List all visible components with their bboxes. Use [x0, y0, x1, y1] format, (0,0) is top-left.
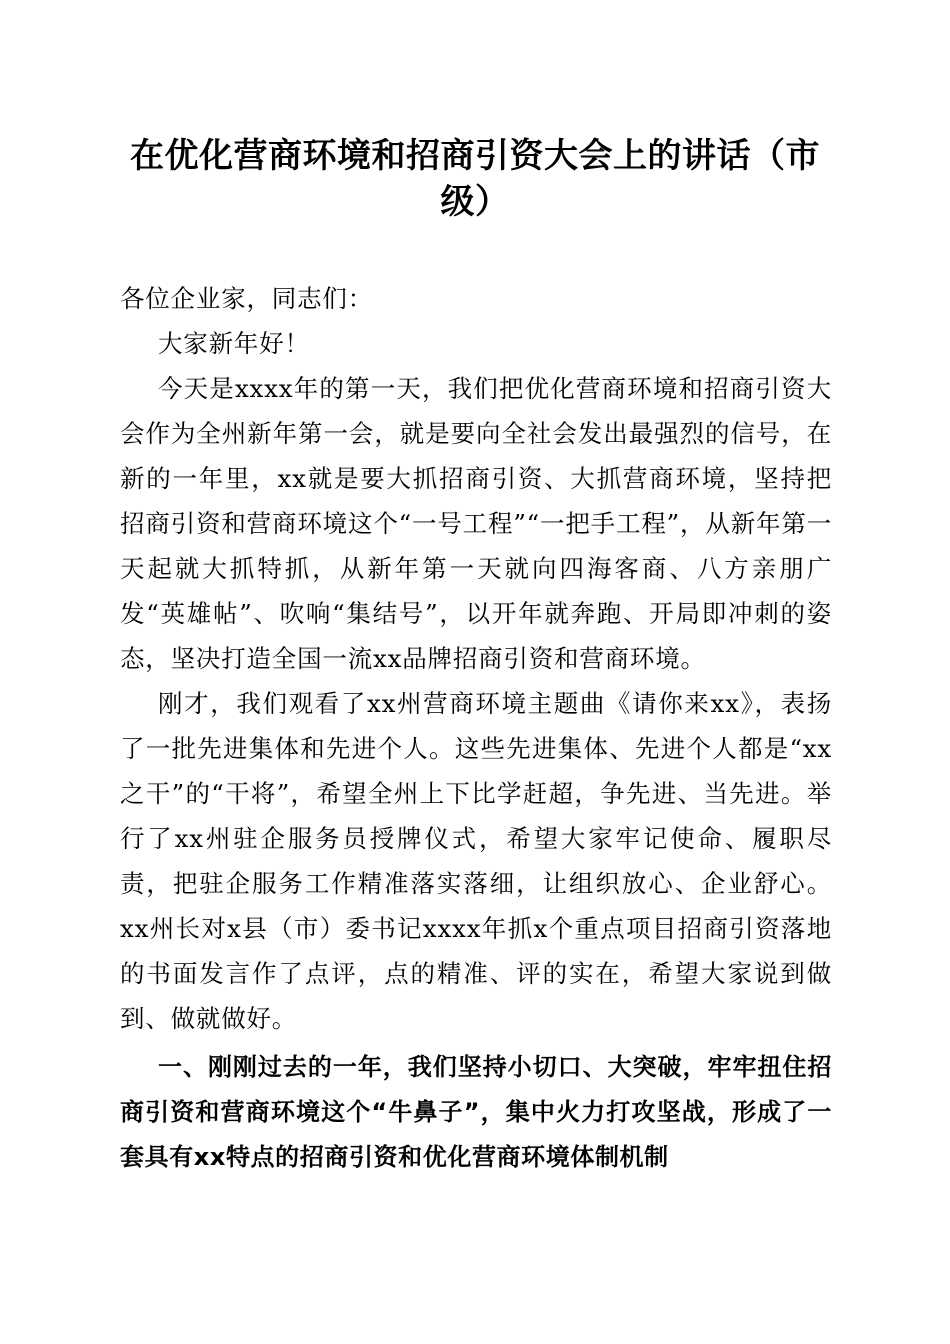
salutation: 各位企业家，同志们：: [120, 284, 373, 313]
paragraph-review: 刚才，我们观看了xx州营商环境主题曲《请你来xx》，表扬了一批先进集体和先进个人。这些先进集体、先进个人都是“xx之干”的“干将”，希望全州上下比学赶超，争先进、当先进。举行了xx州驻企服务员授牌仪式，希望大家牢记使命、履职尽责，把驻企服务工作精准落实落细，让组织放心、企业舒心。xx州长对x县（市）委书记xxxx年抓x个重点项目招商引资落地的书面发言作了点评，点的精准、评的实在，希望大家说到做到、做就做好。: [120, 689, 832, 1033]
document-body: [120, 276, 832, 1180]
document-title: 在优化营商环境和招商引资大会上的讲话（市级）: [130, 136, 820, 222]
greeting: 大家新年好！: [158, 329, 310, 358]
section-heading: 一、刚刚过去的一年，我们坚持小切口、大突破，牢牢扭住招商引资和营商环境这个“牛鼻子”，集中火力打攻坚战，形成了一套具有xx特点的招商引资和优化营商环境体制机制: [120, 1053, 832, 1171]
paragraph-opening: 今天是xxxx年的第一天，我们把优化营商环境和招商引资大会作为全州新年第一会，就是要向全社会发出最强烈的信号，在新的一年里，xx就是要大抓招商引资、大抓营商环境，坚持把招商引资和营商环境这个“一号工程”“一把手工程”，从新年第一天起就大抓特抓，从新年第一天就向四海客商、八方亲朋广发“英雄帖”、吹响“集结号”，以开年就奔跑、开局即冲刺的姿态，坚决打造全国一流xx品牌招商引资和营商环境。: [120, 374, 832, 673]
